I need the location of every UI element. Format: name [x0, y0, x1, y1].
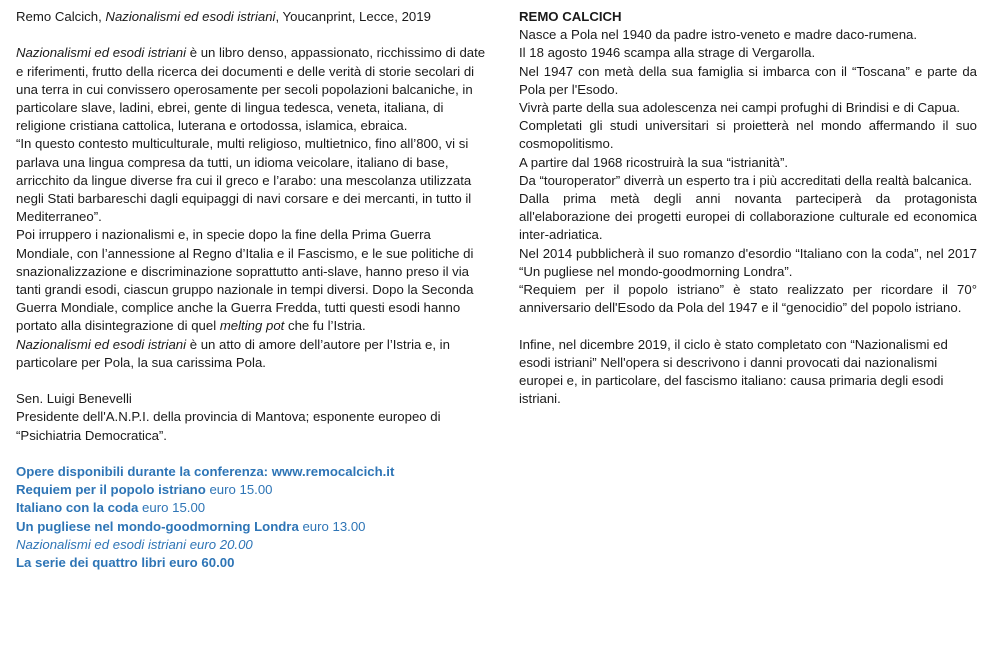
closing-paragraph: [16, 336, 486, 372]
offer-series: [16, 554, 486, 572]
offer-item: [16, 499, 486, 517]
intro-paragraph: [16, 44, 486, 135]
bio-line: A partire dal 1968 ricostruirà la sua “istrianità”.: [519, 154, 788, 170]
offer-title: Requiem per il popolo istriano: [16, 482, 206, 498]
offer-italic-item: [16, 536, 486, 554]
intro-text: è un libro denso, appassionato, ricchissimo di date e riferimenti, frutto della ricerca dei documenti e delle verità di storie secolari di una terra in cui convissero operosamente per secoli popolazioni balcaniche, in particolare slave, ladini, ebrei, gente di lingua tedesca, veneta, italiana, di religione cristiana cattolica, luterana e ortodossa, islamica, ebraica.: [16, 45, 486, 134]
bio-heading-text: REMO CALCICH: [519, 9, 622, 24]
offer-title: Un pugliese nel mondo-goodmorning Londra: [16, 518, 299, 534]
citation-rest: , Youcanprint, Lecce, 2019: [275, 9, 431, 24]
offers-heading: [16, 463, 486, 481]
signature-name: Sen. Luigi Benevelli: [16, 391, 132, 407]
closing-text: è un atto di amore dell’autore per l’Istria e, in particolare per Pola, la sua carissima Pola.: [16, 336, 450, 370]
offer-title: Italiano con la coda: [16, 500, 139, 516]
offer-price: euro 15.00: [138, 500, 206, 516]
bio-line: Il 18 agosto 1946 scampa alla strage di Vergarolla.: [519, 45, 816, 61]
left-column: [16, 8, 486, 572]
offer-item: [16, 481, 486, 499]
bio-line: Nasce a Pola nel 1940 da padre istro-veneto e madre daco-rumena.: [519, 27, 918, 43]
closing-title: Nazionalismi ed esodi istriani: [16, 336, 187, 352]
bio-line: Nel 1947 con metà della sua famiglia si imbarca con il “Toscana” e parte da Pola per l'Esodo.: [519, 63, 977, 97]
quote-paragraph: “In questo contesto multiculturale, multi religioso, multietnico, fino all’800, vi si parlava una lingua compresa da tutti, un idioma veicolare, italiano di base, arricchito da lingue diverse fra cui il greco e l’arabo: una mescolanza utilizzata negli Stati barbareschi dagli equipaggi di navi corsare e dei mercanti, in tutto il Mediterraneo”.: [16, 136, 472, 225]
bio-heading: [519, 8, 977, 26]
signature-role: Presidente dell'A.N.P.I. della provincia di Mantova; esponente europeo di “Psichiatria Democratica”.: [16, 409, 441, 443]
offer-price: euro 13.00: [298, 518, 366, 534]
right-column: [519, 8, 977, 408]
bio-line: Nel 2014 pubblicherà il suo romanzo d'esordio “Italiano con la coda”, nel 2017 “Un pugliese nel mondo-goodmorning Londra”.: [519, 245, 977, 279]
intro-title: Nazionalismi ed esodi istriani: [16, 45, 187, 61]
offers-heading-text: Opere disponibili durante la conferenza: www.remocalcich.it: [16, 464, 395, 480]
offer-item: [16, 518, 486, 536]
history-italic: melting pot: [219, 318, 285, 334]
history-end: che fu l’Istria.: [284, 318, 366, 334]
bio-final-paragraph: Infine, nel dicembre 2019, il ciclo è stato completato con “Nazionalismi ed esodi istriani” Nell'opera si descrivono i danni provocati dai nazionalismi europei e, in particolare, del fascismo italiano: causa primaria degli esodi istriani.: [519, 336, 948, 407]
citation-author: Remo Calcich,: [16, 9, 106, 24]
bio-line: Dalla prima metà degli anni novanta parteciperà da protagonista all'elaborazione dei progetti europei di collaborazione culturale ed economica inter-adriatica.: [519, 191, 977, 243]
bio-line: “Requiem per il popolo istriano” è stato realizzato per ricordare il 70° anniversario dell'Esodo da Pola del 1947 e il “genocidio” del popolo istriano.: [519, 282, 977, 316]
offer-italic-text: Nazionalismi ed esodi istriani euro 20.00: [16, 536, 253, 552]
history-text: Poi irruppero i nazionalismi e, in specie dopo la fine della Prima Guerra Mondiale, con l’annessione al Regno d’Italia e il Fascismo, e le sue politiche di snazionalizzazione e discriminazione soprattutto anti-slave, hanno preso il via tanti grandi esodi, ciascun gruppo nazionale in tempi diversi. Dopo la Seconda Guerra Mondiale, complice anche la Guerra Fredda, tutti questi esodi hanno portato alla disintegrazione di quel: [16, 227, 474, 334]
offer-series-text: La serie dei quattro libri euro 60.00: [16, 555, 235, 571]
citation-title: Nazionalismi ed esodi istriani: [105, 9, 276, 24]
bio-line: Vivrà parte della sua adolescenza nei campi profughi di Brindisi e di Capua.: [519, 100, 961, 116]
bio-line: Completati gli studi universitari si proietterà nel mondo affermando il suo cosmopolitismo.: [519, 118, 977, 152]
bio-line: Da “touroperator” diverrà un esperto tra i più accreditati della realtà balcanica.: [519, 172, 973, 188]
citation: [16, 8, 486, 26]
offer-price: euro 15.00: [205, 482, 273, 498]
history-paragraph: [16, 226, 486, 335]
